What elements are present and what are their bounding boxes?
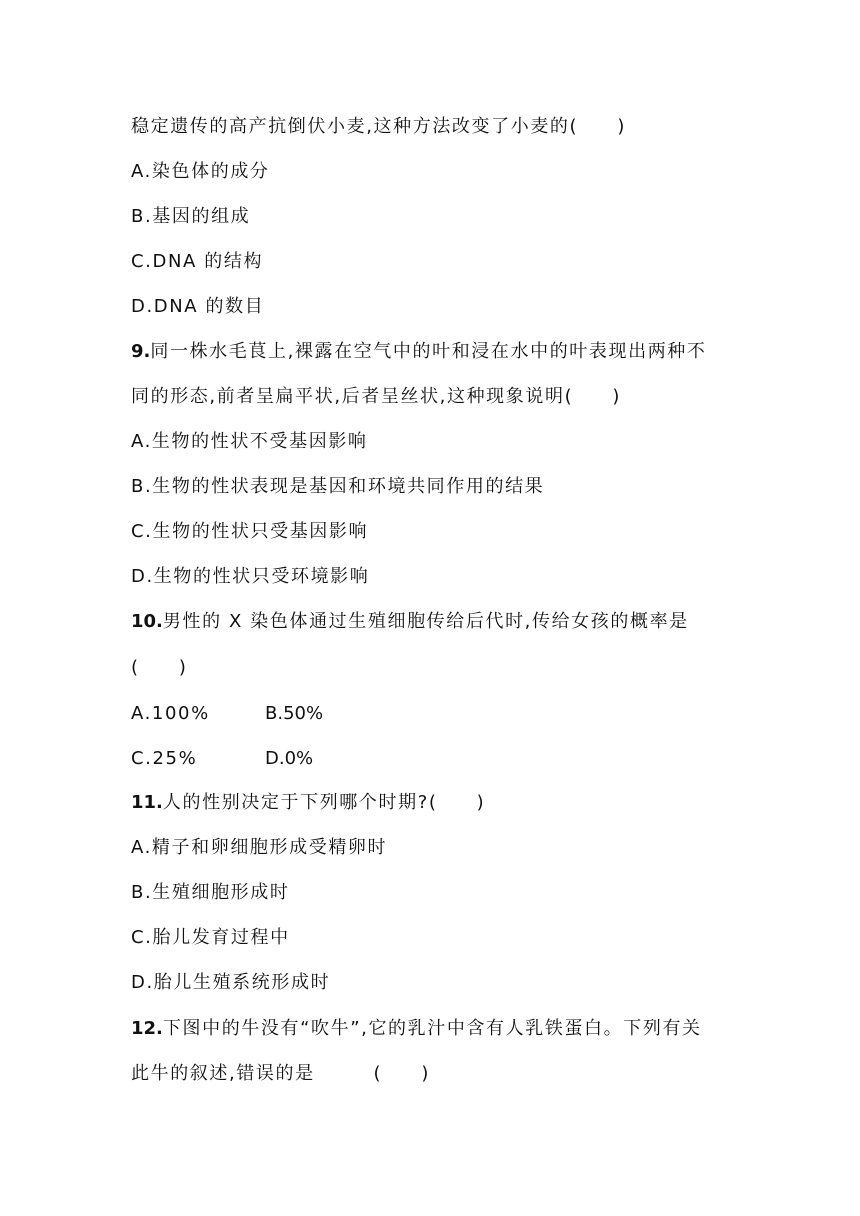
q12-number: 12. <box>131 1018 163 1039</box>
q8-stem-continuation: 稳定遗传的高产抗倒伏小麦,这种方法改变了小麦的( ) <box>131 116 626 137</box>
q10-option-a: A.100% <box>131 703 210 724</box>
q9-number: 9. <box>131 341 151 362</box>
q9-stem-line1 <box>131 340 707 364</box>
q12-stem-line2: 此牛的叙述,错误的是 ( ) <box>131 1063 430 1084</box>
q11-option-d: D.胎儿生殖系统形成时 <box>131 972 331 993</box>
q12-stem-text1: 下图中的牛没有“吹牛”,它的乳汁中含有人乳铁蛋白。下列有关 <box>162 1018 702 1039</box>
q8-option-d: D.DNA 的数目 <box>131 296 265 317</box>
q9-stem-text1: 同一株水毛茛上,裸露在空气中的叶和浸在水中的叶表现出两种不 <box>150 341 707 362</box>
q11-option-b: B.生殖细胞形成时 <box>131 882 290 903</box>
q9-option-c: C.生物的性状只受基因影响 <box>131 521 369 542</box>
q10-stem-line2: ( ) <box>131 657 188 678</box>
q9-option-b: B.生物的性状表现是基因和环境共同作用的结果 <box>131 476 545 497</box>
q10-number: 10. <box>131 611 163 632</box>
q12-stem-line1 <box>131 1017 702 1041</box>
q9-option-d: D.生物的性状只受环境影响 <box>131 566 370 587</box>
q11-number: 11. <box>131 792 163 813</box>
q8-option-a: A.染色体的成分 <box>131 161 270 182</box>
q8-option-b: B.基因的组成 <box>131 206 251 227</box>
q11-option-a: A.精子和卵细胞形成受精卵时 <box>131 837 388 858</box>
q10-option-b: B.50% <box>265 703 324 724</box>
q10-option-d: D.0% <box>265 748 314 769</box>
q10-stem-line1 <box>131 610 689 634</box>
q8-option-c: C.DNA 的结构 <box>131 251 264 272</box>
q9-option-a: A.生物的性状不受基因影响 <box>131 431 368 452</box>
q11-option-c: C.胎儿发育过程中 <box>131 927 290 948</box>
q11-stem <box>131 791 485 815</box>
q11-stem-text: 人的性别决定于下列哪个时期?( ) <box>162 792 486 813</box>
q10-stem-text1: 男性的 X 染色体通过生殖细胞传给后代时,传给女孩的概率是 <box>162 611 689 632</box>
q10-option-c: C.25% <box>131 748 198 769</box>
q9-stem-line2: 同的形态,前者呈扁平状,后者呈丝状,这种现象说明( ) <box>131 386 622 407</box>
